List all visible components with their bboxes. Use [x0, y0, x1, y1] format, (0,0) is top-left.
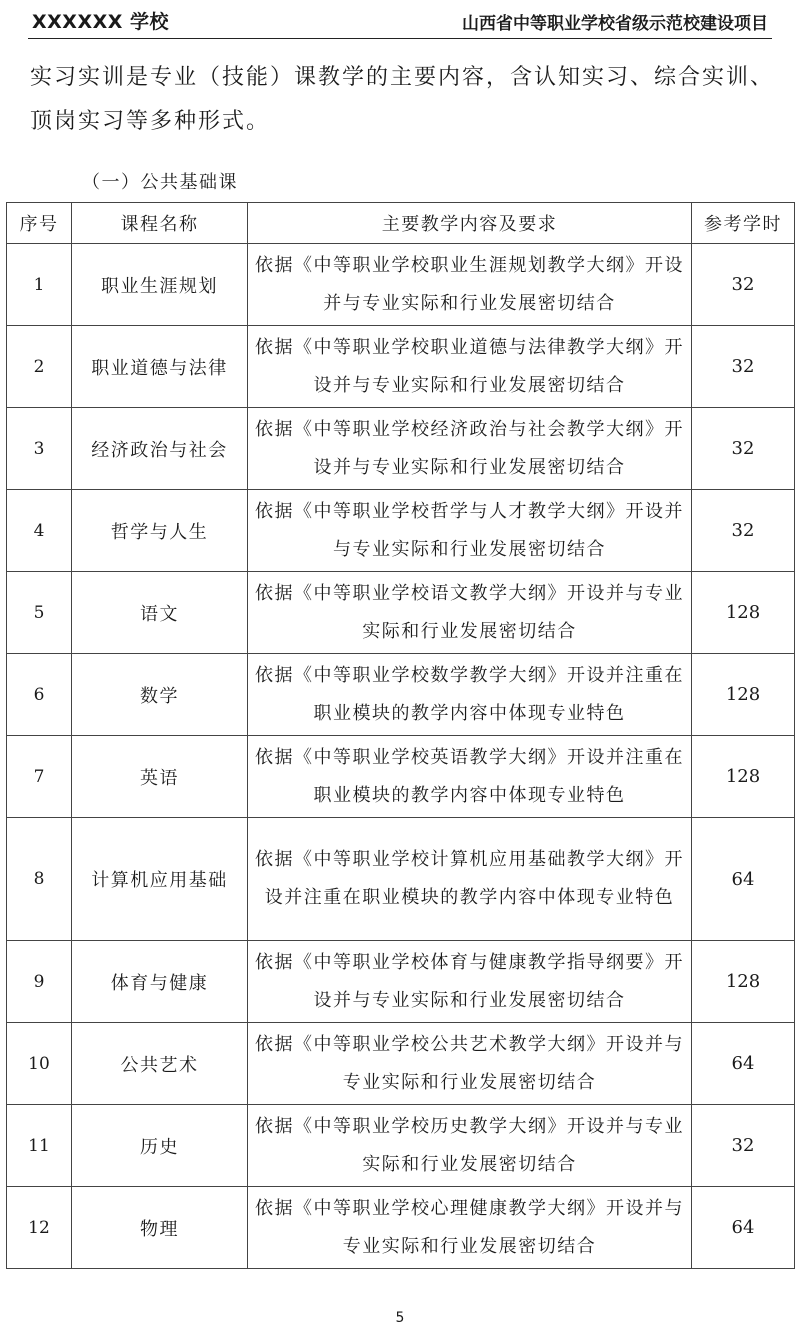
table-row [7, 818, 795, 941]
header-hours: 参考学时 [692, 203, 795, 244]
row-no: 3 [7, 408, 72, 490]
course-table [6, 202, 795, 1269]
header-name: 课程名称 [72, 203, 248, 244]
row-name: 公共艺术 [72, 1023, 248, 1105]
table-row [7, 490, 795, 572]
table-row [7, 326, 795, 408]
row-no: 4 [7, 490, 72, 572]
row-no: 9 [7, 941, 72, 1023]
row-no: 11 [7, 1105, 72, 1187]
row-content: 依据《中等职业学校经济政治与社会教学大纲》开设并与专业实际和行业发展密切结合 [248, 408, 692, 490]
table-header-row [7, 203, 795, 244]
school-name: XXXXXX 学校 [32, 11, 170, 33]
row-no: 10 [7, 1023, 72, 1105]
row-name: 英语 [72, 736, 248, 818]
row-hours: 64 [692, 1023, 795, 1105]
row-content: 依据《中等职业学校数学教学大纲》开设并注重在职业模块的教学内容中体现专业特色 [248, 654, 692, 736]
row-content: 依据《中等职业学校哲学与人才教学大纲》开设并与专业实际和行业发展密切结合 [248, 490, 692, 572]
row-content: 依据《中等职业学校体育与健康教学指导纲要》开设并与专业实际和行业发展密切结合 [248, 941, 692, 1023]
row-content: 依据《中等职业学校历史教学大纲》开设并与专业实际和行业发展密切结合 [248, 1105, 692, 1187]
row-no: 12 [7, 1187, 72, 1269]
row-name: 历史 [72, 1105, 248, 1187]
row-hours: 128 [692, 654, 795, 736]
table-row [7, 572, 795, 654]
row-no: 2 [7, 326, 72, 408]
project-title: 山西省中等职业学校省级示范校建设项目 [462, 14, 768, 34]
table-row [7, 1023, 795, 1105]
row-hours: 32 [692, 244, 795, 326]
table-row [7, 244, 795, 326]
table-row [7, 736, 795, 818]
row-content: 依据《中等职业学校心理健康教学大纲》开设并与专业实际和行业发展密切结合 [248, 1187, 692, 1269]
row-hours: 32 [692, 408, 795, 490]
row-hours: 64 [692, 818, 795, 941]
row-no: 8 [7, 818, 72, 941]
row-no: 1 [7, 244, 72, 326]
row-hours: 32 [692, 326, 795, 408]
table-row [7, 941, 795, 1023]
row-name: 体育与健康 [72, 941, 248, 1023]
page-number: 5 [395, 1310, 405, 1326]
table-row [7, 408, 795, 490]
row-name: 计算机应用基础 [72, 818, 248, 941]
row-name: 经济政治与社会 [72, 408, 248, 490]
row-no: 5 [7, 572, 72, 654]
row-hours: 128 [692, 572, 795, 654]
page-header [28, 0, 772, 39]
row-content: 依据《中等职业学校职业生涯规划教学大纲》开设并与专业实际和行业发展密切结合 [248, 244, 692, 326]
header-no: 序号 [7, 203, 72, 244]
row-content: 依据《中等职业学校英语教学大纲》开设并注重在职业模块的教学内容中体现专业特色 [248, 736, 692, 818]
row-name: 数学 [72, 654, 248, 736]
row-name: 物理 [72, 1187, 248, 1269]
row-name: 哲学与人生 [72, 490, 248, 572]
row-hours: 128 [692, 736, 795, 818]
row-name: 职业道德与法律 [72, 326, 248, 408]
header-content: 主要教学内容及要求 [248, 203, 692, 244]
row-hours: 32 [692, 1105, 795, 1187]
row-hours: 32 [692, 490, 795, 572]
table-row [7, 1187, 795, 1269]
intro-paragraph: 实习实训是专业（技能）课教学的主要内容，含认知实习、综合实训、顶岗实习等多种形式。 [30, 65, 775, 134]
table-row [7, 654, 795, 736]
row-no: 7 [7, 736, 72, 818]
row-name: 语文 [72, 572, 248, 654]
row-hours: 64 [692, 1187, 795, 1269]
section-title: （一）公共基础课 [82, 172, 238, 193]
row-hours: 128 [692, 941, 795, 1023]
row-content: 依据《中等职业学校职业道德与法律教学大纲》开设并与专业实际和行业发展密切结合 [248, 326, 692, 408]
row-content: 依据《中等职业学校计算机应用基础教学大纲》开设并注重在职业模块的教学内容中体现专业特色 [248, 818, 692, 941]
row-name: 职业生涯规划 [72, 244, 248, 326]
row-no: 6 [7, 654, 72, 736]
row-content: 依据《中等职业学校公共艺术教学大纲》开设并与专业实际和行业发展密切结合 [248, 1023, 692, 1105]
row-content: 依据《中等职业学校语文教学大纲》开设并与专业实际和行业发展密切结合 [248, 572, 692, 654]
table-row [7, 1105, 795, 1187]
